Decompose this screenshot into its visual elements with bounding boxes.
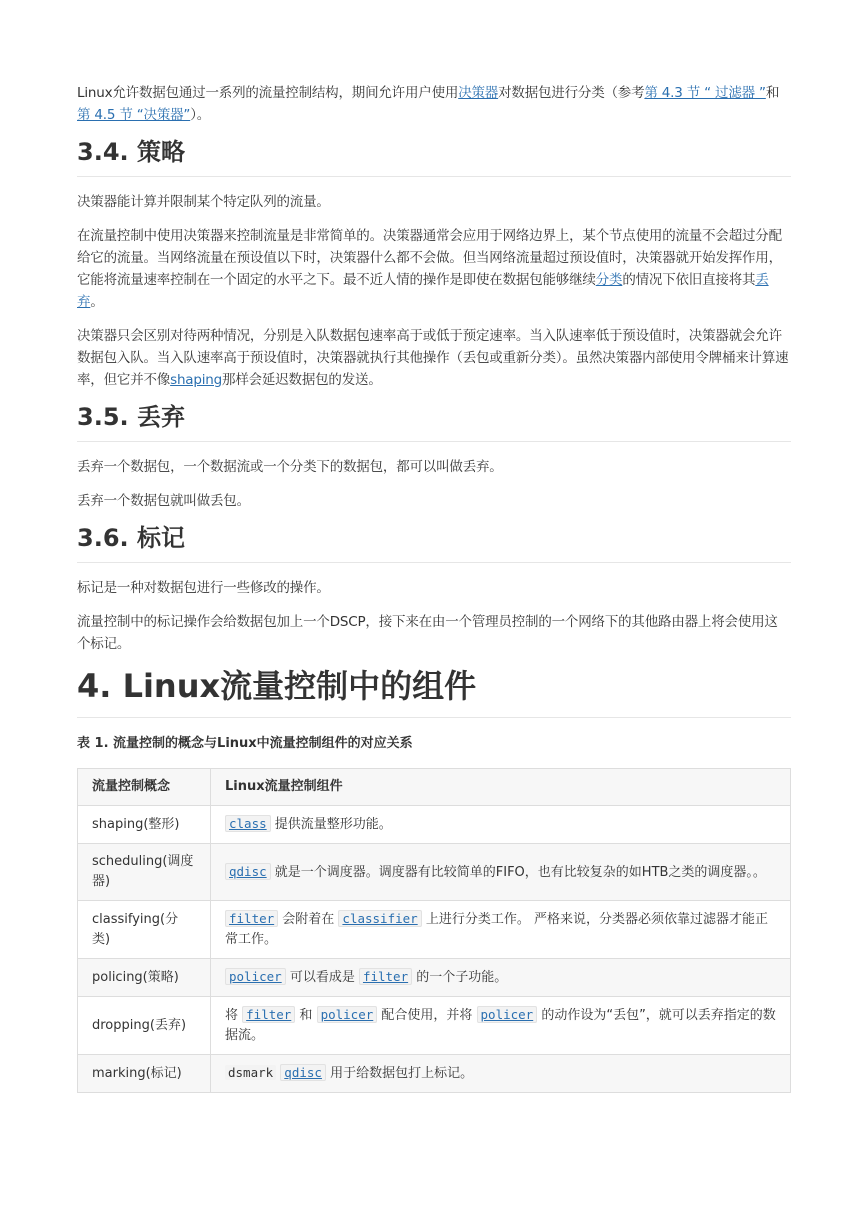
section-3-6-p1: 标记是一种对数据包进行一些修改的操作。	[77, 580, 330, 596]
link-classify[interactable]: 分类	[595, 272, 623, 288]
cell-text: 用于给数据包打上标记。	[325, 1066, 474, 1081]
cell-text: 提供流量整形功能。	[270, 817, 392, 832]
section-3-5-p2: 丢弃一个数据包就叫做丢包。	[77, 493, 250, 509]
column-header-concept: 流量控制概念	[78, 769, 211, 806]
cell-component	[211, 997, 791, 1055]
code-link-qdisc[interactable]: qdisc	[280, 1064, 326, 1081]
code-link-classifier[interactable]: classifier	[338, 910, 421, 927]
code-link-filter[interactable]: filter	[225, 910, 278, 927]
cell-concept: policing(策略)	[78, 959, 211, 997]
cell-component	[211, 806, 791, 844]
paragraph-text: 那样会延迟数据包的发送。	[222, 372, 382, 388]
cell-concept: classifying(分类)	[78, 901, 211, 959]
link-shaping[interactable]: shaping	[170, 372, 223, 388]
code-link-qdisc[interactable]: qdisc	[225, 863, 271, 880]
link-drop[interactable]: 丢弃	[77, 272, 769, 310]
section-3-5-heading: 3.5. 丢弃	[77, 403, 791, 442]
cell-concept: marking(标记)	[78, 1055, 211, 1093]
link-section-4-3[interactable]: 第 4.3 节 “ 过滤器 ”	[644, 85, 766, 101]
paragraph-text: 。	[90, 294, 104, 310]
section-3-4-heading: 3.4. 策略	[77, 138, 791, 177]
cell-component	[211, 901, 791, 959]
cell-text: 配合使用，并将	[377, 1008, 477, 1023]
table-row	[78, 959, 791, 997]
section-3-4-p3	[77, 325, 791, 391]
cell-component	[211, 1055, 791, 1093]
cell-component	[211, 959, 791, 997]
intro-paragraph	[77, 82, 791, 126]
cell-text: 就是一个调度器。调度器有比较简单的FIFO，也有比较复杂的如HTB之类的调度器。。	[270, 864, 766, 880]
table-row	[78, 1055, 791, 1093]
code-link-filter[interactable]: filter	[242, 1006, 295, 1023]
cell-concept: dropping(丢弃)	[78, 997, 211, 1055]
cell-component	[211, 844, 791, 901]
paragraph-text: 的情况下依旧直接将其	[622, 272, 756, 288]
code-link-class[interactable]: class	[225, 815, 271, 832]
cell-text: 将	[225, 1008, 243, 1023]
section-3-4-p2	[77, 225, 791, 313]
intro-text: Linux允许数据包通过一系列的流量控制结构，期间允许用户使用	[77, 85, 459, 101]
column-header-component: Linux流量控制组件	[211, 769, 791, 806]
cell-text: 的动作设为“丢包”，就可以丢弃指定的数据流。	[225, 1008, 776, 1043]
table-title: 表 1. 流量控制的概念与Linux中流量控制组件的对应关系	[77, 736, 413, 751]
link-section-4-5[interactable]: 第 4.5 节 “决策器”	[77, 107, 191, 123]
section-3-6-heading: 3.6. 标记	[77, 524, 791, 563]
table-row	[78, 844, 791, 901]
cell-concept: scheduling(调度器)	[78, 844, 211, 901]
section-3-5-p1: 丢弃一个数据包，一个数据流或一个分类下的数据包，都可以叫做丢弃。	[77, 459, 503, 475]
table-row	[78, 997, 791, 1055]
paragraph-text: 决策器只会区别对待两种情况，分别是入队数据包速率高于或低于预定速率。当入队速率低于预设值时，决策器就会允许数据包入队。当入队速率高于预设值时，决策器就执行其他操作（丢包或重新分类）。虽然决策器内部使用令牌桶来计算速率，但它并不像	[77, 328, 789, 388]
cell-text: 会附着在	[278, 912, 339, 927]
intro-text: 对数据包进行分类（参考	[498, 85, 645, 101]
cell-concept: shaping(整形)	[78, 806, 211, 844]
section-4-heading: 4. Linux流量控制中的组件	[77, 667, 791, 718]
cell-text: 可以看成是	[285, 970, 359, 985]
code-dsmark: dsmark	[225, 1065, 276, 1080]
paragraph-text: 在流量控制中使用决策器来控制流量是非常简单的。决策器通常会应用于网络边界上，某个节点使用的流量不会超过分配给它的流量。当网络流量在预设值以下时，决策器什么都不会做。但当网络流量超过预设值时，决策器就开始发挥作用，它能将流量速率控制在一个固定的水平之下。最不近人情的操作是即使在数据包能够继续	[77, 228, 782, 288]
code-link-policer[interactable]: policer	[317, 1006, 378, 1023]
concept-component-table	[77, 768, 791, 1093]
code-link-filter[interactable]: filter	[359, 968, 412, 985]
section-3-6-p2: 流量控制中的标记操作会给数据包加上一个DSCP，接下来在由一个管理员控制的一个网络下的其他路由器上将会使用这个标记。	[77, 614, 778, 652]
code-link-policer[interactable]: policer	[477, 1006, 538, 1023]
link-policer[interactable]: 决策器	[458, 85, 499, 101]
table-row	[78, 901, 791, 959]
table-row	[78, 806, 791, 844]
intro-text: ）。	[190, 107, 211, 123]
section-3-4-p1: 决策器能计算并限制某个特定队列的流量。	[77, 194, 330, 210]
table-header-row	[78, 769, 791, 806]
cell-text: 上进行分类工作。 严格来说，分类器必须依靠过滤器才能正常工作。	[225, 912, 768, 947]
intro-text: 和	[765, 85, 780, 101]
cell-text: 的一个子功能。	[412, 970, 508, 985]
code-link-policer[interactable]: policer	[225, 968, 286, 985]
cell-text: 和	[295, 1008, 317, 1023]
